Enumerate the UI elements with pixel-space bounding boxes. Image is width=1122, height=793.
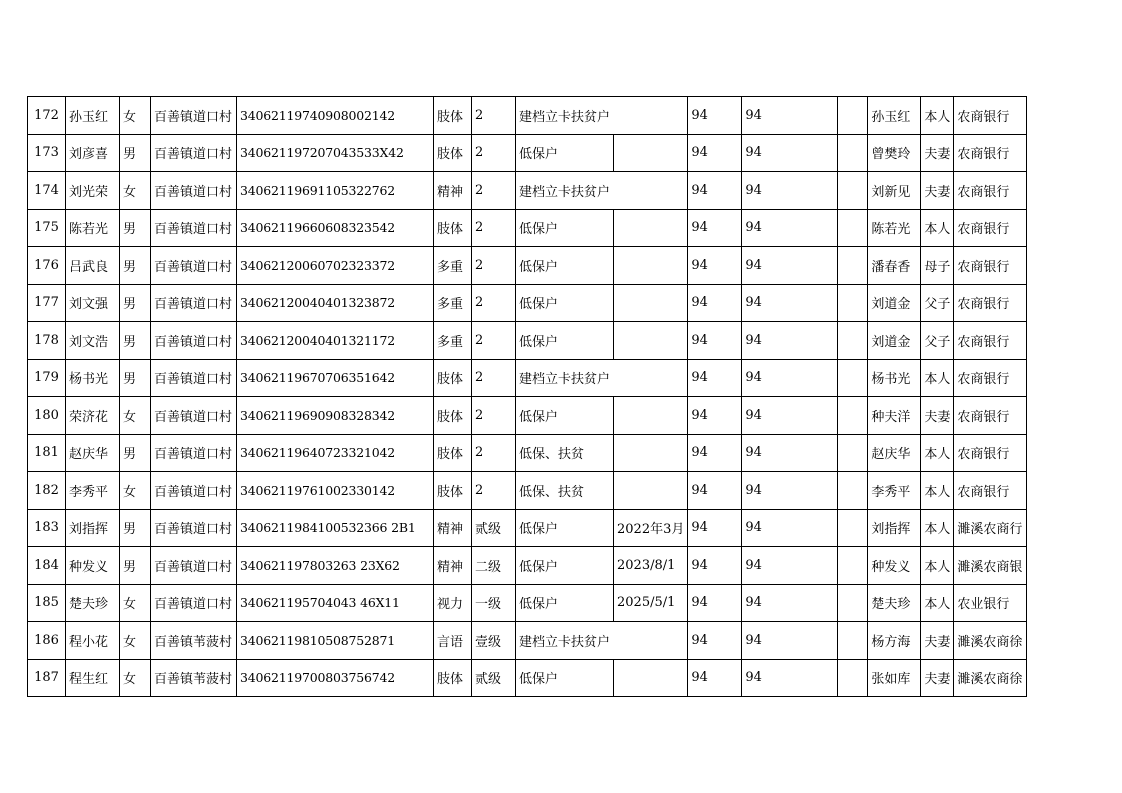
name-cell: 程小花	[66, 622, 120, 660]
village-cell: 百善镇苇菠村	[151, 622, 237, 660]
status-cell: 低保户	[516, 547, 614, 585]
date-cell	[614, 434, 688, 472]
payee-cell: 刘指挥	[868, 509, 921, 547]
status-cell: 低保户	[516, 247, 614, 285]
payee-cell: 赵庆华	[868, 434, 921, 472]
amount-cell: 94	[688, 397, 742, 435]
blank-cell	[838, 97, 868, 135]
blank-cell	[838, 472, 868, 510]
bank-cell: 农业银行	[954, 584, 1027, 622]
id-number-cell: 34062120040401323872	[237, 284, 434, 322]
disability-type-cell: 肢体	[434, 134, 472, 172]
date-cell	[614, 284, 688, 322]
row-number: 174	[28, 172, 66, 210]
status-cell: 建档立卡扶贫户	[516, 97, 614, 135]
date-cell	[614, 97, 688, 135]
village-cell: 百善镇道口村	[151, 434, 237, 472]
table-row	[28, 172, 1027, 210]
village-cell: 百善镇道口村	[151, 547, 237, 585]
name-cell: 李秀平	[66, 472, 120, 510]
level-cell: 2	[472, 284, 516, 322]
row-number: 184	[28, 547, 66, 585]
village-cell: 百善镇道口村	[151, 172, 237, 210]
sex-cell: 女	[120, 584, 151, 622]
amount-cell: 94	[688, 97, 742, 135]
village-cell: 百善镇道口村	[151, 97, 237, 135]
sex-cell: 男	[120, 509, 151, 547]
name-cell: 赵庆华	[66, 434, 120, 472]
disability-type-cell: 视力	[434, 584, 472, 622]
row-number: 178	[28, 322, 66, 360]
relation-cell: 本人	[921, 209, 954, 247]
row-number: 177	[28, 284, 66, 322]
table-row	[28, 97, 1027, 135]
disability-type-cell: 肢体	[434, 209, 472, 247]
table-row	[28, 622, 1027, 660]
village-cell: 百善镇道口村	[151, 472, 237, 510]
amount-cell: 94	[688, 547, 742, 585]
date-cell	[614, 134, 688, 172]
row-number: 172	[28, 97, 66, 135]
table-row	[28, 472, 1027, 510]
relation-cell: 夫妻	[921, 172, 954, 210]
relation-cell: 本人	[921, 547, 954, 585]
blank-cell	[838, 509, 868, 547]
amount-cell: 94	[742, 547, 838, 585]
disability-type-cell: 肢体	[434, 397, 472, 435]
table-row	[28, 584, 1027, 622]
payee-cell: 刘道金	[868, 284, 921, 322]
table-row	[28, 247, 1027, 285]
sex-cell: 男	[120, 434, 151, 472]
amount-cell: 94	[688, 209, 742, 247]
amount-cell: 94	[688, 134, 742, 172]
bank-cell: 农商银行	[954, 172, 1027, 210]
name-cell: 刘彦喜	[66, 134, 120, 172]
amount-cell: 94	[688, 434, 742, 472]
relation-cell: 夫妻	[921, 397, 954, 435]
date-cell	[614, 397, 688, 435]
relation-cell: 本人	[921, 472, 954, 510]
blank-cell	[838, 134, 868, 172]
disability-type-cell: 多重	[434, 247, 472, 285]
sex-cell: 男	[120, 547, 151, 585]
payee-cell: 陈若光	[868, 209, 921, 247]
relation-cell: 本人	[921, 584, 954, 622]
row-number: 183	[28, 509, 66, 547]
amount-cell: 94	[688, 472, 742, 510]
sex-cell: 男	[120, 209, 151, 247]
amount-cell: 94	[742, 209, 838, 247]
row-number: 185	[28, 584, 66, 622]
relation-cell: 母子	[921, 247, 954, 285]
payee-cell: 杨书光	[868, 359, 921, 397]
bank-cell: 农商银行	[954, 397, 1027, 435]
amount-cell: 94	[688, 509, 742, 547]
level-cell: 2	[472, 359, 516, 397]
table-row	[28, 547, 1027, 585]
village-cell: 百善镇道口村	[151, 134, 237, 172]
level-cell: 一级	[472, 584, 516, 622]
records-table	[27, 96, 1027, 697]
payee-cell: 李秀平	[868, 472, 921, 510]
amount-cell: 94	[742, 509, 838, 547]
amount-cell: 94	[688, 584, 742, 622]
name-cell: 刘文强	[66, 284, 120, 322]
relation-cell: 夫妻	[921, 622, 954, 660]
name-cell: 荣济花	[66, 397, 120, 435]
table-row	[28, 359, 1027, 397]
status-cell: 低保、扶贫	[516, 434, 614, 472]
sex-cell: 男	[120, 322, 151, 360]
payee-cell: 楚夫珍	[868, 584, 921, 622]
payee-cell: 潘春香	[868, 247, 921, 285]
relation-cell: 父子	[921, 322, 954, 360]
amount-cell: 94	[742, 322, 838, 360]
amount-cell: 94	[742, 247, 838, 285]
level-cell: 2	[472, 172, 516, 210]
sex-cell: 男	[120, 134, 151, 172]
sex-cell: 女	[120, 622, 151, 660]
level-cell: 2	[472, 397, 516, 435]
name-cell: 种发义	[66, 547, 120, 585]
bank-cell: 濉溪农商徐	[954, 622, 1027, 660]
payee-cell: 种夫洋	[868, 397, 921, 435]
status-cell: 低保户	[516, 284, 614, 322]
village-cell: 百善镇道口村	[151, 397, 237, 435]
amount-cell: 94	[688, 322, 742, 360]
name-cell: 程生红	[66, 659, 120, 697]
table-body	[28, 97, 1027, 697]
name-cell: 刘文浩	[66, 322, 120, 360]
amount-cell: 94	[742, 584, 838, 622]
status-cell: 低保户	[516, 584, 614, 622]
date-cell	[614, 659, 688, 697]
amount-cell: 94	[688, 622, 742, 660]
table-row	[28, 509, 1027, 547]
amount-cell: 94	[688, 172, 742, 210]
date-cell	[614, 622, 688, 660]
amount-cell: 94	[688, 247, 742, 285]
payee-cell: 张如库	[868, 659, 921, 697]
blank-cell	[838, 547, 868, 585]
bank-cell: 濉溪农商徐	[954, 659, 1027, 697]
village-cell: 百善镇道口村	[151, 509, 237, 547]
sex-cell: 女	[120, 659, 151, 697]
table-row	[28, 434, 1027, 472]
name-cell: 刘指挥	[66, 509, 120, 547]
table-row	[28, 322, 1027, 360]
disability-type-cell: 精神	[434, 172, 472, 210]
bank-cell: 农商银行	[954, 247, 1027, 285]
level-cell: 2	[472, 472, 516, 510]
village-cell: 百善镇道口村	[151, 284, 237, 322]
table-row	[28, 659, 1027, 697]
row-number: 180	[28, 397, 66, 435]
data-sheet	[27, 96, 1027, 697]
amount-cell: 94	[742, 434, 838, 472]
date-cell	[614, 472, 688, 510]
village-cell: 百善镇道口村	[151, 209, 237, 247]
row-number: 181	[28, 434, 66, 472]
payee-cell: 刘道金	[868, 322, 921, 360]
date-cell	[614, 359, 688, 397]
id-number-cell: 34062119690908328342	[237, 397, 434, 435]
status-cell: 低保户	[516, 322, 614, 360]
table-row	[28, 284, 1027, 322]
bank-cell: 濉溪农商银	[954, 547, 1027, 585]
date-cell	[614, 322, 688, 360]
village-cell: 百善镇道口村	[151, 322, 237, 360]
level-cell: 2	[472, 322, 516, 360]
relation-cell: 本人	[921, 434, 954, 472]
row-number: 176	[28, 247, 66, 285]
amount-cell: 94	[742, 659, 838, 697]
date-cell: 2022年3月	[614, 509, 688, 547]
id-number-cell: 34062119761002330142	[237, 472, 434, 510]
blank-cell	[838, 322, 868, 360]
amount-cell: 94	[688, 659, 742, 697]
status-cell: 低保、扶贫	[516, 472, 614, 510]
status-cell: 低保户	[516, 209, 614, 247]
id-number-cell: 34062119660608323542	[237, 209, 434, 247]
date-cell	[614, 172, 688, 210]
id-number-cell: 34062120040401321172	[237, 322, 434, 360]
sex-cell: 女	[120, 97, 151, 135]
level-cell: 2	[472, 434, 516, 472]
village-cell: 百善镇道口村	[151, 584, 237, 622]
id-number-cell: 34062119700803756742	[237, 659, 434, 697]
payee-cell: 刘新见	[868, 172, 921, 210]
table-row	[28, 397, 1027, 435]
amount-cell: 94	[742, 622, 838, 660]
disability-type-cell: 肢体	[434, 434, 472, 472]
date-cell: 2023/8/1	[614, 547, 688, 585]
status-cell: 低保户	[516, 509, 614, 547]
name-cell: 吕武良	[66, 247, 120, 285]
bank-cell: 农商银行	[954, 209, 1027, 247]
bank-cell: 濉溪农商行	[954, 509, 1027, 547]
disability-type-cell: 肢体	[434, 472, 472, 510]
blank-cell	[838, 172, 868, 210]
payee-cell: 杨方海	[868, 622, 921, 660]
id-number-cell: 34062119670706351642	[237, 359, 434, 397]
row-number: 175	[28, 209, 66, 247]
relation-cell: 夫妻	[921, 659, 954, 697]
blank-cell	[838, 434, 868, 472]
id-number-cell: 34062119640723321042	[237, 434, 434, 472]
bank-cell: 农商银行	[954, 134, 1027, 172]
relation-cell: 夫妻	[921, 134, 954, 172]
status-cell: 建档立卡扶贫户	[516, 622, 614, 660]
level-cell: 2	[472, 247, 516, 285]
blank-cell	[838, 284, 868, 322]
status-cell: 低保户	[516, 397, 614, 435]
id-number-cell: 340621197207043533X42	[237, 134, 434, 172]
sex-cell: 女	[120, 172, 151, 210]
id-number-cell: 34062119810508752871	[237, 622, 434, 660]
sex-cell: 男	[120, 359, 151, 397]
blank-cell	[838, 584, 868, 622]
amount-cell: 94	[742, 284, 838, 322]
sex-cell: 女	[120, 472, 151, 510]
sex-cell: 男	[120, 284, 151, 322]
disability-type-cell: 多重	[434, 322, 472, 360]
sex-cell: 男	[120, 247, 151, 285]
bank-cell: 农商银行	[954, 359, 1027, 397]
amount-cell: 94	[742, 472, 838, 510]
village-cell: 百善镇道口村	[151, 359, 237, 397]
name-cell: 孙玉红	[66, 97, 120, 135]
row-number: 187	[28, 659, 66, 697]
level-cell: 2	[472, 134, 516, 172]
status-cell: 低保户	[516, 659, 614, 697]
row-number: 182	[28, 472, 66, 510]
date-cell	[614, 209, 688, 247]
level-cell: 2	[472, 209, 516, 247]
disability-type-cell: 言语	[434, 622, 472, 660]
status-cell: 建档立卡扶贫户	[516, 359, 614, 397]
table-row	[28, 209, 1027, 247]
bank-cell: 农商银行	[954, 472, 1027, 510]
row-number: 173	[28, 134, 66, 172]
table-row	[28, 134, 1027, 172]
name-cell: 陈若光	[66, 209, 120, 247]
name-cell: 杨书光	[66, 359, 120, 397]
blank-cell	[838, 622, 868, 660]
village-cell: 百善镇苇菠村	[151, 659, 237, 697]
bank-cell: 农商银行	[954, 434, 1027, 472]
status-cell: 低保户	[516, 134, 614, 172]
relation-cell: 父子	[921, 284, 954, 322]
amount-cell: 94	[688, 359, 742, 397]
amount-cell: 94	[742, 97, 838, 135]
date-cell	[614, 247, 688, 285]
id-number-cell: 34062119740908002142	[237, 97, 434, 135]
amount-cell: 94	[742, 359, 838, 397]
bank-cell: 农商银行	[954, 284, 1027, 322]
payee-cell: 曾樊玲	[868, 134, 921, 172]
status-cell: 建档立卡扶贫户	[516, 172, 614, 210]
disability-type-cell: 精神	[434, 547, 472, 585]
level-cell: 贰级	[472, 509, 516, 547]
amount-cell: 94	[742, 172, 838, 210]
payee-cell: 孙玉红	[868, 97, 921, 135]
amount-cell: 94	[688, 284, 742, 322]
disability-type-cell: 肢体	[434, 97, 472, 135]
name-cell: 楚夫珍	[66, 584, 120, 622]
disability-type-cell: 肢体	[434, 359, 472, 397]
level-cell: 二级	[472, 547, 516, 585]
name-cell: 刘光荣	[66, 172, 120, 210]
id-number-cell: 340621197803263 23X62	[237, 547, 434, 585]
blank-cell	[838, 659, 868, 697]
blank-cell	[838, 359, 868, 397]
id-number-cell: 340621195704043 46X11	[237, 584, 434, 622]
relation-cell: 本人	[921, 509, 954, 547]
level-cell: 壹级	[472, 622, 516, 660]
id-number-cell: 34062119691105322762	[237, 172, 434, 210]
sex-cell: 女	[120, 397, 151, 435]
relation-cell: 本人	[921, 97, 954, 135]
disability-type-cell: 肢体	[434, 659, 472, 697]
bank-cell: 农商银行	[954, 322, 1027, 360]
disability-type-cell: 精神	[434, 509, 472, 547]
level-cell: 贰级	[472, 659, 516, 697]
id-number-cell: 34062120060702323372	[237, 247, 434, 285]
row-number: 186	[28, 622, 66, 660]
id-number-cell: 3406211984100532366 2B1	[237, 509, 434, 547]
village-cell: 百善镇道口村	[151, 247, 237, 285]
level-cell: 2	[472, 97, 516, 135]
disability-type-cell: 多重	[434, 284, 472, 322]
amount-cell: 94	[742, 397, 838, 435]
relation-cell: 本人	[921, 359, 954, 397]
payee-cell: 种发义	[868, 547, 921, 585]
blank-cell	[838, 209, 868, 247]
amount-cell: 94	[742, 134, 838, 172]
date-cell: 2025/5/1	[614, 584, 688, 622]
blank-cell	[838, 247, 868, 285]
blank-cell	[838, 397, 868, 435]
row-number: 179	[28, 359, 66, 397]
bank-cell: 农商银行	[954, 97, 1027, 135]
